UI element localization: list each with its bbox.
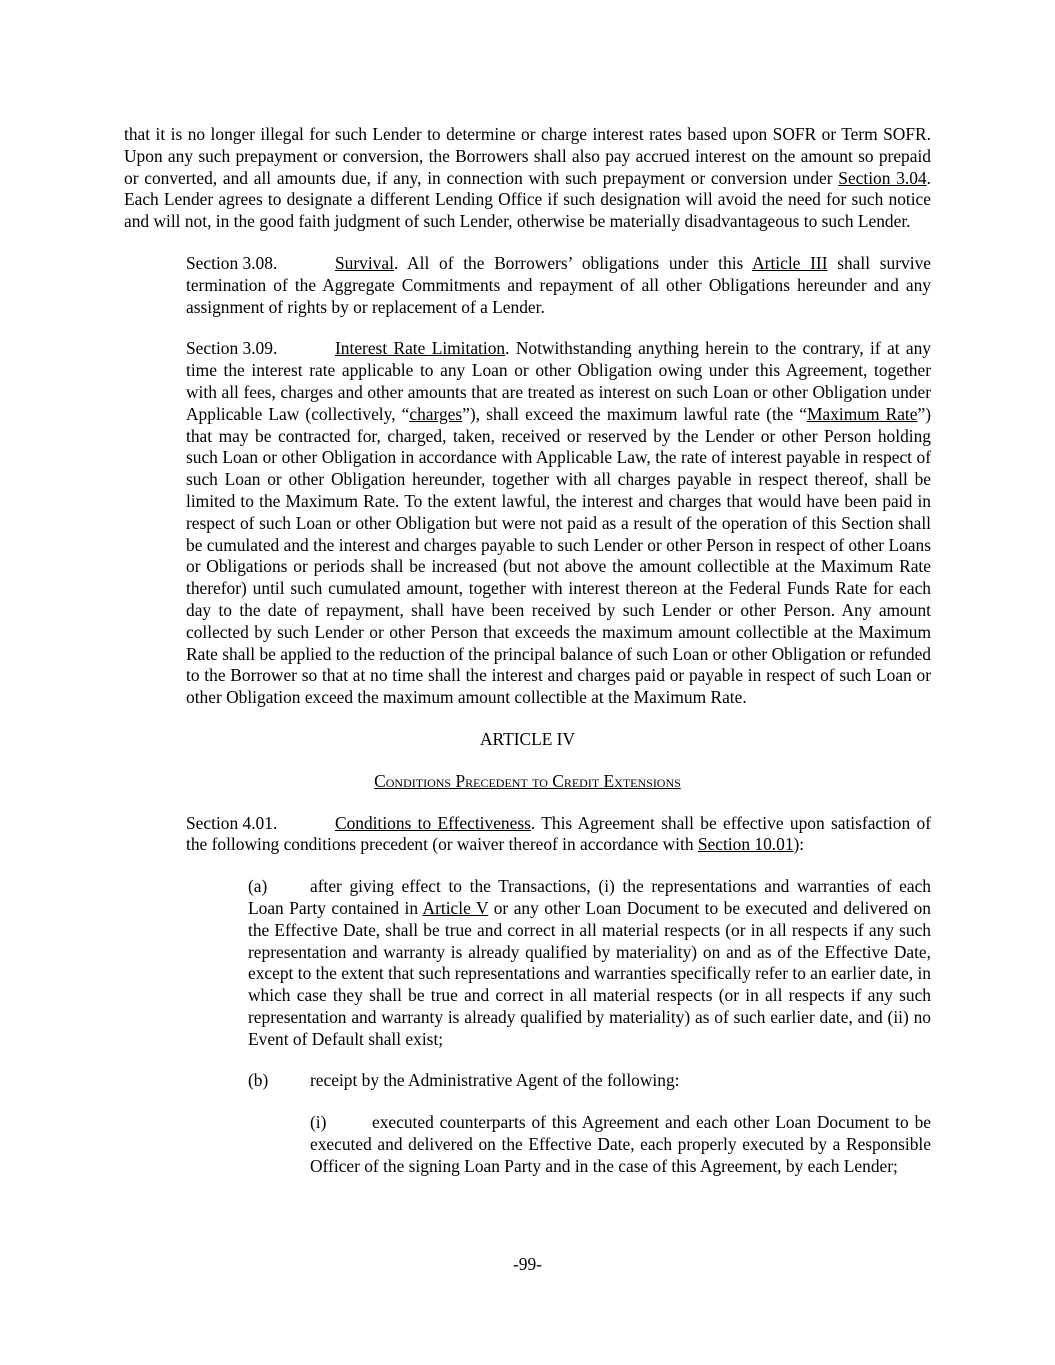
list-item-b-i-text bbox=[248, 1112, 931, 1177]
paragraph-text: . Each Lender agrees to designate a different Lending Office if such designation will avoid the need for such notice and will not, in the good faith judgment of such Lender, otherwise be materially disadvantageous to such Lender. bbox=[124, 167, 931, 232]
section-heading: Interest Rate Limitation bbox=[335, 338, 506, 359]
list-item-b-i bbox=[124, 1112, 931, 1177]
cross-reference-article-v: Article V bbox=[422, 897, 489, 918]
section-number: Section 3.08. bbox=[186, 252, 278, 273]
section-3-08 bbox=[124, 253, 931, 318]
paragraph-text: that it is no longer illegal for such Lender to determine or charge interest rates based upon SOFR or Term SOFR. Upon any such prepayment or conversion, the Borrowers shall also pay accrued interest on the amount so prepaid or converted, and all amounts due, if any, in connection with such prepayment or conversion under bbox=[124, 124, 931, 188]
cross-reference-section-10-01: Section 10.01 bbox=[697, 834, 794, 855]
paragraph-gap bbox=[124, 709, 931, 729]
paragraph-gap bbox=[124, 856, 931, 876]
defined-term-maximum-rate: Maximum Rate bbox=[807, 403, 918, 424]
section-number: Section 3.09. bbox=[186, 338, 278, 359]
paragraph-gap bbox=[124, 793, 931, 813]
article-title: ARTICLE IV bbox=[479, 728, 576, 749]
paragraph-text: receipt by the Administrative Agent of the following: bbox=[310, 1070, 680, 1091]
paragraph-gap bbox=[124, 1092, 931, 1112]
list-item-label: (i) bbox=[310, 1112, 327, 1133]
paragraph-text: ”) that may be contracted for, charged, taken, received or reserved by the Lender or other Person holding such Loan or other Obligation in accordance with Applicable Law, the rate of interest payable in respect of such Loan or other Obligation hereunder, together with all charges payable in respect thereof, shall be limited to the Maximum Rate. To the extent lawful, the interest and charges that would have been paid in respect of such Loan or other Obligation but were not paid as a result of the operation of this Section shall be cumulated and the interest and charges payable to such Lender or other Person in respect of other Loans or Obligations or periods shall be increased (but not above the amount collectible at the Maximum Rate therefor) until such cumulated amount, together with interest thereon at the Federal Funds Rate for each day to the date of repayment, shall have been received by such Lender or other Person. Any amount collected by such Lender or other Person that exceeds the maximum amount collectible at the Maximum Rate shall be applied to the reduction of the principal balance of such Loan or other Obligation or refunded to the Borrower so that at no time shall the interest and charges paid or payable in respect of such Loan or other Obligation exceed the maximum amount collectible at the Maximum Rate. bbox=[186, 403, 931, 708]
paragraph-gap bbox=[124, 318, 931, 338]
section-3-09 bbox=[124, 338, 931, 709]
paragraph-text: . Notwithstanding anything herein to the contrary, if at any time the interest rate applicable to any Loan or other Obligation owing under this Agreement, together with all fees, charges and other amounts that are treated as interest on such Loan or other Obligation under Applicable Law (collectively, “ bbox=[186, 338, 931, 424]
list-item-b bbox=[124, 1070, 931, 1092]
document-page bbox=[124, 124, 931, 1178]
paragraph-gap bbox=[124, 1050, 931, 1070]
paragraph-text: shall survive termination of the Aggregate Commitments and repayment of all other Obligations hereunder and any assignment of rights by or replacement of a Lender. bbox=[186, 252, 931, 317]
cross-reference-section-3-04: Section 3.04 bbox=[838, 167, 927, 188]
section-heading: Survival bbox=[335, 252, 394, 273]
paragraph-text: . This Agreement shall be effective upon satisfaction of the following conditions precedent (or waiver thereof in accordance with bbox=[186, 812, 931, 855]
cross-reference-article-iii: Article III bbox=[752, 252, 828, 273]
paragraph-text: after giving effect to the Transactions, (i) the representations and warranties of each Loan Party contained in bbox=[248, 876, 931, 918]
article-subtitle: Conditions Precedent to Credit Extensions bbox=[374, 770, 681, 791]
defined-term-charges: charges bbox=[409, 403, 463, 424]
paragraph-text: ): bbox=[793, 834, 805, 855]
paragraph-text: . All of the Borrowers’ obligations under this bbox=[393, 252, 753, 273]
section-heading: Conditions to Effectiveness bbox=[335, 812, 531, 833]
paragraph-text: or any other Loan Document to be executed and delivered on the Effective Date, shall be true and correct in all material respects (or in all respects if any such representation and warranty is already qualified by materiality) on and as of the Effective Date, except to the extent that such representations and warranties specifically refer to an earlier date, in which case they shall be true and correct in all material respects (or in all respects if any such representation and warranty is already qualified by materiality) as of such earlier date, and (ii) no Event of Default shall exist; bbox=[248, 897, 931, 1049]
page-number: -99- bbox=[513, 1254, 542, 1274]
paragraph-text: executed counterparts of this Agreement and each other Loan Document to be executed and delivered on the Effective Date, each properly executed by a Responsible Officer of the signing Loan Party and in the case of this Agreement, by each Lender; bbox=[310, 1112, 931, 1176]
paragraph-section-3-07-continued bbox=[124, 124, 931, 233]
list-item-label: (b) bbox=[248, 1070, 269, 1091]
list-item-a bbox=[124, 876, 931, 1050]
list-item-b-text bbox=[186, 1070, 931, 1092]
paragraph-text: ”), shall exceed the maximum lawful rate (the “ bbox=[462, 403, 808, 424]
list-item-a-text bbox=[186, 876, 931, 1050]
list-item-label: (a) bbox=[248, 876, 268, 897]
section-4-01 bbox=[124, 813, 931, 857]
section-number: Section 4.01. bbox=[186, 812, 278, 833]
paragraph-gap bbox=[124, 751, 931, 771]
paragraph-gap bbox=[124, 233, 931, 253]
